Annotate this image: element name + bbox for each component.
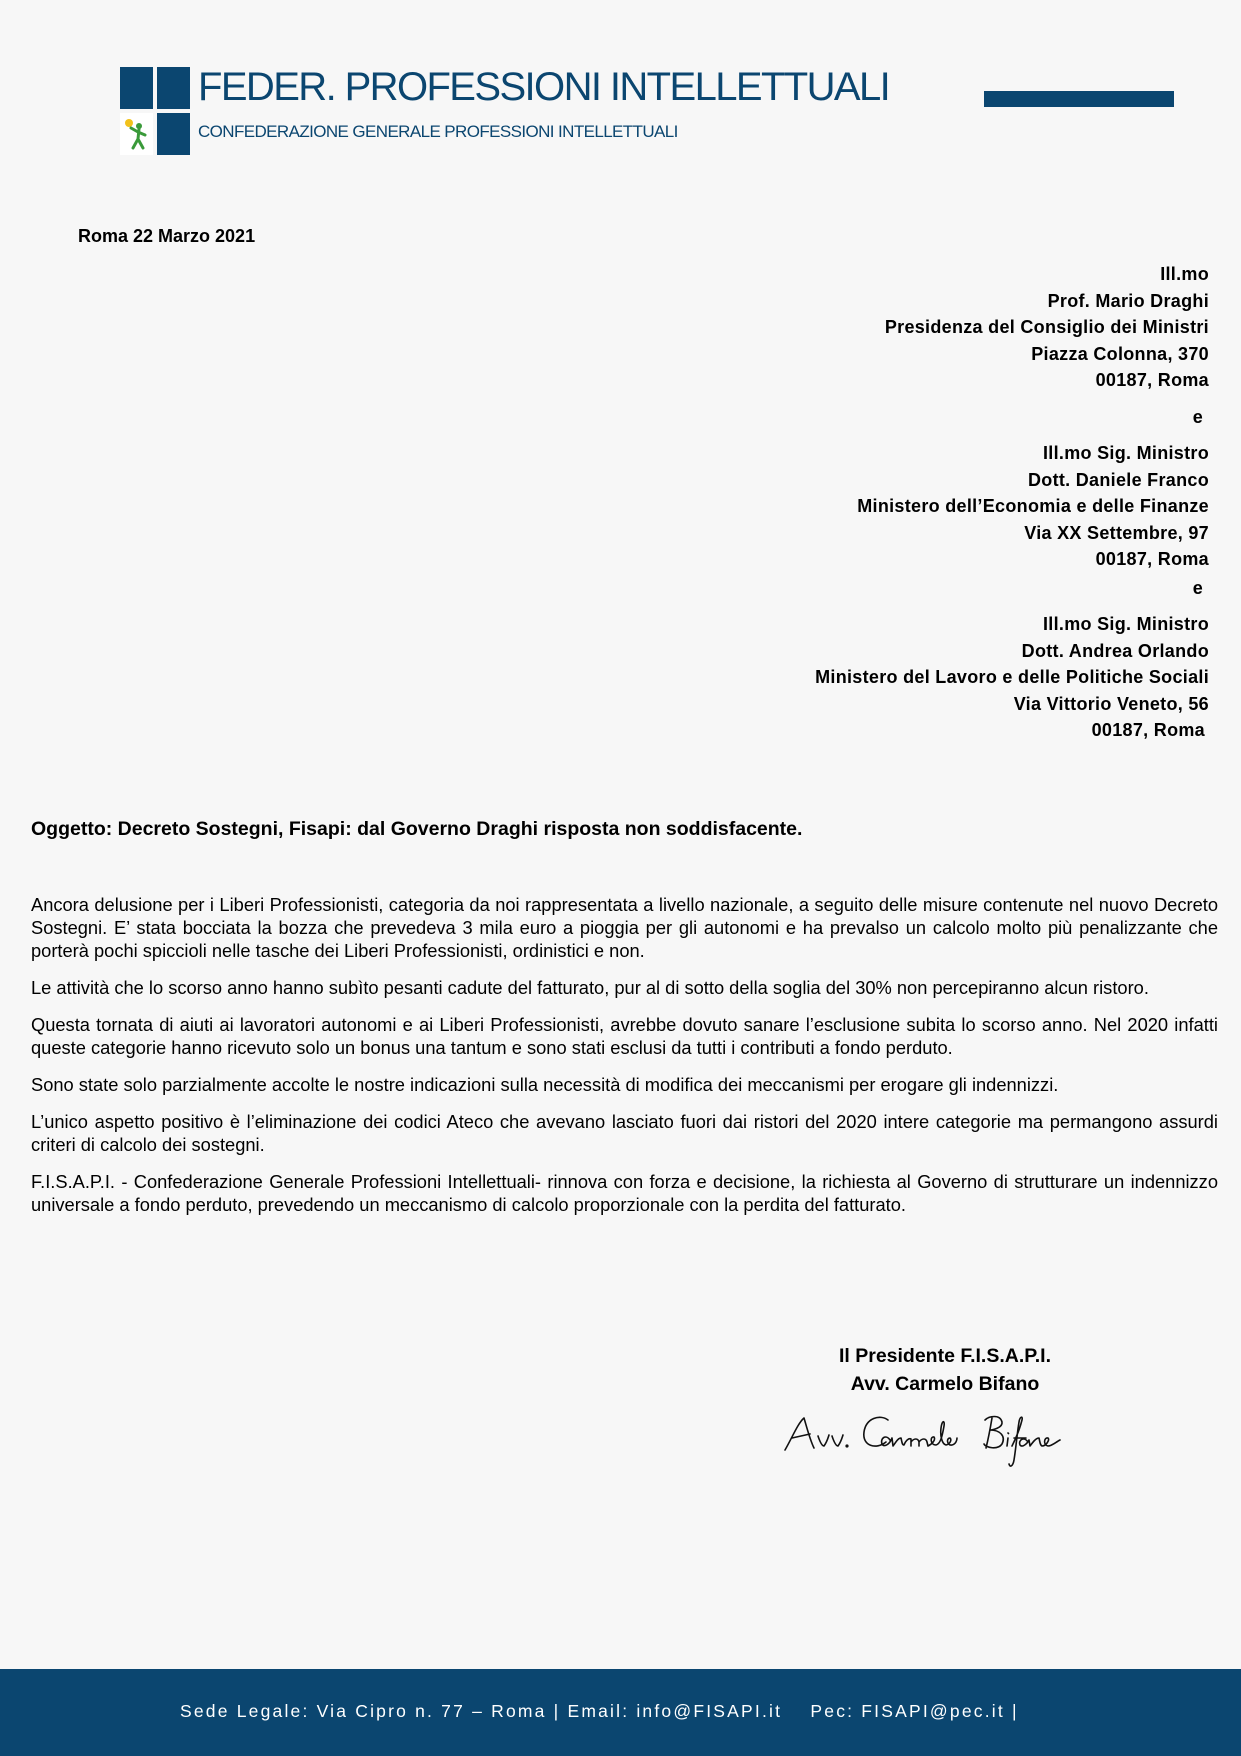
logo-square: [157, 67, 190, 109]
letter-body: [31, 893, 1218, 1230]
body-paragraph: Le attività che lo scorso anno hanno subìto pesanti cadute del fatturato, pur al di sotto della soglia del 30% non percepiranno alcun ristoro.: [31, 977, 1149, 998]
body-paragraph: Ancora delusione per i Liberi Professionisti, categoria da noi rappresentata a livello nazionale, a seguito delle misure contenute nel nuovo Decreto Sostegni. E’ stata bocciata la bozza che prevedeva 3 mila euro a pioggia per gli autonomi e ha prevalso un calcolo molto più penalizzante che porterà pochi spiccioli nelle tasche dei Liberi Professionisti, ordinistici e non.: [31, 894, 1218, 961]
organization-logo: [120, 65, 890, 155]
signature-block: [760, 1342, 1120, 1398]
recipient-line: Presidenza del Consiglio dei Ministri: [884, 317, 1209, 337]
footer-contact-info: Sede Legale: Via Cipro n. 77 – Roma | Email: info@FISAPI.it Pec: FISAPI@pec.it |: [180, 1701, 1019, 1721]
recipient-line: 00187, Roma: [1095, 370, 1209, 390]
recipients-block: [509, 261, 1209, 744]
recipient-line: Via XX Settembre, 97: [1024, 522, 1209, 543]
recipient-separator: e: [1192, 577, 1203, 598]
recipient-line: Ill.mo Sig. Ministro: [1042, 443, 1209, 463]
organization-subtitle: CONFEDERAZIONE GENERALE PROFESSIONI INTELLETTUALI: [198, 122, 678, 141]
body-paragraph: F.I.S.A.P.I. - Confederazione Generale Professioni Intellettuali- rinnova con forza e decisione, la richiesta al Governo di strutturare un indennizzo universale a fondo perduto, prevedendo un meccanismo di calcolo proporzionale con la perdita del fatturato.: [31, 1171, 1218, 1215]
logo-figure-icon: [120, 113, 153, 155]
body-paragraph: Sono state solo parzialmente accolte le nostre indicazioni sulla necessità di modifica dei meccanismi per erogare gli indennizzi.: [31, 1074, 1059, 1095]
recipient-line: 00187, Roma: [1091, 720, 1205, 740]
signatory-name: Avv. Carmelo Bifano: [850, 1373, 1040, 1395]
logo-square: [120, 67, 153, 109]
recipient-line: Ministero del Lavoro e delle Politiche Sociali: [815, 667, 1209, 687]
header-accent-bar: [984, 91, 1174, 107]
recipient-line: Prof. Mario Draghi: [1047, 290, 1209, 311]
recipient-address: [509, 611, 1209, 744]
body-paragraph: Questa tornata di aiuti ai lavoratori autonomi e ai Liberi Professionisti, avrebbe dovuto sanare l’esclusione subita lo scorso anno. Nel 2020 infatti queste categorie hanno ricevuto solo un bonus una tantum e sono stati esclusi da tutti i contributi a fondo perduto.: [31, 1014, 1218, 1058]
recipient-line: Via Vittorio Veneto, 56: [1013, 693, 1209, 714]
recipient-separator: e: [1192, 406, 1203, 427]
signatory-role: Il Presidente F.I.S.A.P.I.: [838, 1345, 1052, 1367]
recipient-line: Piazza Colonna, 370: [1031, 343, 1209, 364]
recipient-line: Ill.mo: [1160, 264, 1209, 284]
letter-date: Roma 22 Marzo 2021: [78, 226, 256, 246]
recipient-line: Dott. Andrea Orlando: [1021, 640, 1209, 661]
footer-bar: [0, 1669, 1241, 1756]
logo-mark: [120, 67, 190, 155]
body-paragraph: L’unico aspetto positivo è l’eliminazione dei codici Ateco che avevano lasciato fuori dai ristori del 2020 intere categorie ma permangono assurdi criteri di calcolo dei sostegni.: [31, 1111, 1218, 1155]
recipient-address: [509, 261, 1209, 394]
logo-square: [157, 113, 190, 155]
recipient-line: Ill.mo Sig. Ministro: [1042, 614, 1209, 634]
handwritten-signature: [780, 1398, 1120, 1478]
letter-subject: Oggetto: Decreto Sostegni, Fisapi: dal Governo Draghi risposta non soddisfacente.: [31, 818, 803, 840]
recipient-address: [509, 440, 1209, 573]
recipient-line: 00187, Roma: [1095, 549, 1209, 569]
recipient-line: Ministero dell’Economia e delle Finanze: [857, 496, 1209, 516]
organization-name: FEDER. PROFESSIONI INTELLETTUALI: [198, 65, 890, 109]
recipient-line: Dott. Daniele Franco: [1027, 469, 1209, 490]
